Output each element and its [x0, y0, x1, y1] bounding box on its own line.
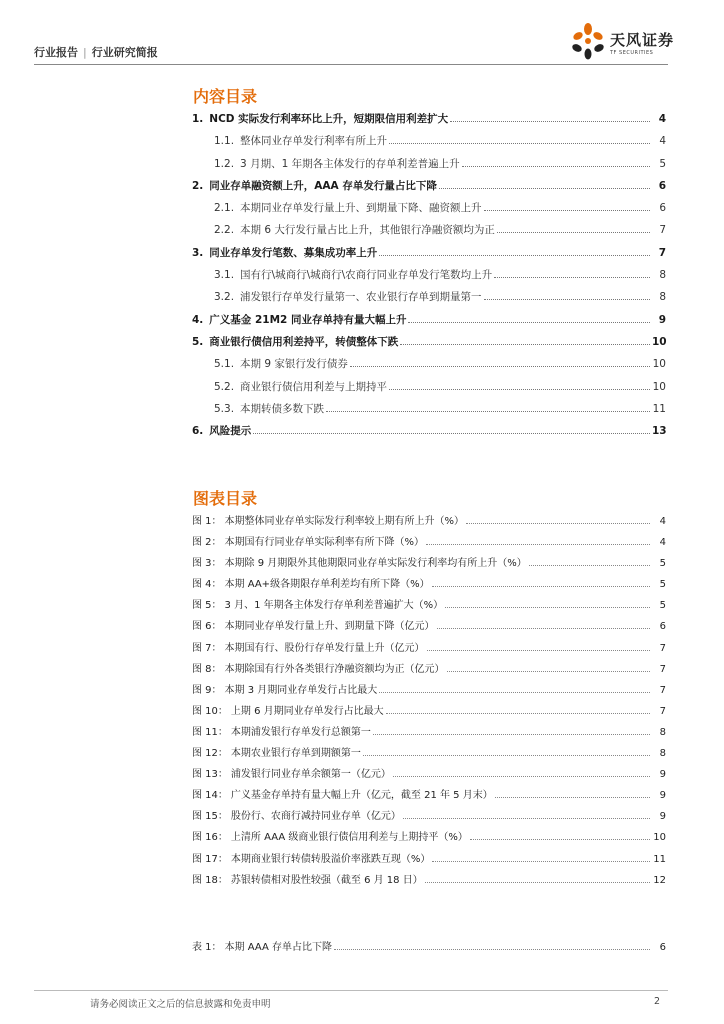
- toc-entry[interactable]: [192, 401, 666, 423]
- toc-entry-page: 10: [652, 335, 667, 348]
- toc-leader-dots: [439, 188, 650, 189]
- figure-entry-title: 本期浦发银行存单发行总额第一: [230, 726, 371, 738]
- toc-entry[interactable]: [192, 222, 666, 244]
- figure-entry-label: 图 2：: [192, 537, 222, 549]
- toc-entry-title: 3 月期、1 年期各主体发行的存单利差普遍上升: [240, 157, 460, 170]
- toc-leader-dots: [462, 166, 650, 167]
- figure-entry-title: 广义基金存单持有量大幅上升（亿元，截至 21 年 5 月末）: [230, 790, 493, 802]
- toc-entry-title: 整体同业存单发行利率有所上升: [240, 135, 388, 148]
- figure-entry[interactable]: [192, 871, 666, 892]
- figure-entry-page: 7: [659, 663, 666, 675]
- figure-entry-title: 本期 3 月期同业存单发行占比最大: [224, 684, 378, 696]
- figure-leader-dots: [363, 755, 650, 756]
- toc-leader-dots: [389, 143, 650, 144]
- toc-leader-dots: [408, 322, 650, 323]
- toc-entry[interactable]: [192, 245, 666, 267]
- figure-entry-label: 图 9：: [192, 684, 222, 696]
- figure-entry-title: 3 月、1 年期各主体发行存单利差普遍扩大（%）: [224, 600, 444, 612]
- toc-entry-number: 5.1.: [214, 358, 235, 371]
- figure-entry[interactable]: [192, 702, 666, 723]
- brand-logo: [568, 20, 678, 64]
- figure-entry-page: 9: [659, 790, 666, 802]
- toc-entry-number: 3.1.: [214, 269, 235, 282]
- figure-entry-page: 12: [653, 874, 666, 886]
- footer-disclaimer: 请务必阅读正文之后的信息披露和免责申明: [90, 999, 271, 1010]
- figure-leader-dots: [386, 713, 650, 714]
- figure-entry-label: 图 4：: [192, 579, 222, 591]
- figure-leader-dots: [470, 839, 650, 840]
- figure-entry-title: 本期除 9 月期限外其他期限同业存单实际发行利率均有所上升（%）: [224, 558, 527, 570]
- figure-entry-page: 7: [659, 642, 666, 654]
- figure-leader-dots: [447, 671, 650, 672]
- toc-entry-title: 浦发银行存单发行量第一、农业银行存单到期量第一: [240, 291, 482, 304]
- figure-entry-page: 7: [659, 684, 666, 696]
- toc-entry-title: 商业银行债信用利差与上期持平: [240, 380, 388, 393]
- figure-entry[interactable]: [192, 786, 666, 807]
- table-entry-label: 表 1：: [192, 942, 222, 953]
- toc-entry-number: 6.: [192, 425, 204, 438]
- toc-leader-dots: [494, 277, 650, 278]
- toc-leader-dots: [450, 121, 650, 122]
- toc-entry-title: 广义基金 21M2 同业存单持有量大幅上升: [209, 313, 407, 326]
- figure-leader-dots: [425, 882, 650, 883]
- figure-entry-title: 本期除国有行外各类银行净融资额均为正（亿元）: [224, 663, 445, 675]
- toc-entry[interactable]: [192, 356, 666, 378]
- figure-entry-label: 图 12：: [192, 748, 228, 760]
- figure-entry[interactable]: [192, 639, 666, 660]
- figure-entry-label: 图 8：: [192, 663, 222, 675]
- toc-entry-page: 4: [659, 135, 666, 148]
- figure-entry-page: 8: [659, 726, 666, 738]
- figure-entry[interactable]: [192, 554, 666, 575]
- toc-entry-title: 国有行\城商行\城商行\农商行同业存单发行笔数均上升: [240, 269, 493, 282]
- toc-entry-number: 3.: [192, 246, 204, 259]
- figure-entry-label: 图 7：: [192, 642, 222, 654]
- figure-entry-page: 9: [659, 769, 666, 781]
- figure-entry-page: 7: [659, 705, 666, 717]
- figure-entry[interactable]: [192, 744, 666, 765]
- toc-entry[interactable]: [192, 379, 666, 401]
- figure-leader-dots: [432, 861, 650, 862]
- toc-entry-title: 本期同业存单发行量上升、到期量下降、融资额上升: [240, 202, 482, 215]
- figure-entry-title: 本期 AA+级各期限存单利差均有所下降（%）: [224, 579, 430, 591]
- toc-entry-title: 本期 9 家银行发行债券: [240, 358, 348, 371]
- toc-entry-title: 同业存单融资额上升，AAA 存单发行量占比下降: [209, 179, 437, 192]
- figure-leader-dots: [426, 544, 650, 545]
- brand-flower-icon: [568, 20, 608, 64]
- figure-entry[interactable]: [192, 575, 666, 596]
- figure-entry-page: 5: [659, 579, 666, 591]
- header-separator: |: [83, 46, 87, 59]
- report-category: [34, 44, 158, 60]
- figure-leader-dots: [373, 734, 650, 735]
- table-entry-page: 6: [659, 942, 666, 953]
- toc-entry-number: 2.: [192, 179, 204, 192]
- toc-entry-number: 2.2.: [214, 224, 235, 237]
- toc-entry-number: 5.2.: [214, 380, 235, 393]
- figure-entry-label: 图 15：: [192, 811, 228, 823]
- toc-entry-title: 本期转债多数下跌: [240, 402, 325, 415]
- figure-leader-dots: [495, 797, 650, 798]
- toc-leader-dots: [326, 411, 650, 412]
- page-number: 2: [654, 996, 661, 1007]
- figure-entry-title: 本期同业存单发行量上升、到期量下降（亿元）: [224, 621, 435, 633]
- figure-entry-title: 本期农业银行存单到期额第一: [230, 748, 361, 760]
- toc-leader-dots: [253, 433, 650, 434]
- toc-entry[interactable]: [192, 178, 666, 200]
- toc-leader-dots: [484, 210, 650, 211]
- figure-entry[interactable]: [192, 660, 666, 681]
- figure-entry-page: 5: [659, 600, 666, 612]
- figure-entry[interactable]: [192, 681, 666, 702]
- figures-list: [192, 512, 666, 892]
- figure-leader-dots: [437, 628, 650, 629]
- brand-name: 天风证券: [610, 31, 675, 49]
- header-divider: [34, 64, 668, 65]
- figure-entry-label: 图 3：: [192, 558, 222, 570]
- toc-entry[interactable]: [192, 156, 666, 178]
- toc-entry-page: 4: [658, 113, 666, 125]
- toc-entry[interactable]: [192, 133, 666, 155]
- toc-entry-number: 1.1.: [214, 135, 235, 148]
- footer-divider: [34, 990, 668, 991]
- figure-entry-label: 图 16：: [192, 832, 228, 844]
- figure-entry-page: 11: [653, 853, 666, 865]
- table-leader-dots: [334, 949, 650, 950]
- toc-entry[interactable]: [192, 289, 666, 311]
- figure-entry[interactable]: [192, 533, 666, 554]
- figure-entry[interactable]: [192, 807, 666, 828]
- toc-entry-page: 10: [652, 358, 666, 371]
- report-subcategory-label: 行业研究简报: [91, 46, 158, 59]
- figure-entry-label: 图 6：: [192, 621, 222, 633]
- toc-entry[interactable]: [192, 334, 666, 356]
- figure-entry[interactable]: [192, 723, 666, 744]
- toc-leader-dots: [379, 255, 650, 256]
- figure-entry-label: 图 1：: [192, 516, 222, 527]
- figure-entry-label: 图 5：: [192, 600, 222, 612]
- figure-entry[interactable]: [192, 850, 666, 871]
- figure-entry-title: 上期 6 月期同业存单发行占比最大: [230, 705, 384, 717]
- table-entry-title: 本期 AAA 存单占比下降: [224, 942, 332, 953]
- toc-entry-page: 8: [659, 291, 666, 304]
- toc-entry-number: 4.: [192, 313, 204, 326]
- figure-leader-dots: [466, 523, 650, 524]
- figure-leader-dots: [393, 776, 650, 777]
- toc-entry[interactable]: [192, 312, 666, 334]
- figure-entry-label: 图 18：: [192, 874, 228, 886]
- figures-title: 图表目录: [193, 489, 258, 508]
- toc-entry-page: 5: [659, 157, 666, 170]
- toc-entry-page: 7: [658, 246, 666, 259]
- toc-entry-page: 8: [659, 269, 666, 282]
- toc-entry-page: 11: [652, 402, 666, 415]
- toc-entry-number: 3.2.: [214, 291, 235, 304]
- toc-entry-number: 1.2.: [214, 157, 235, 170]
- figure-entry-label: 图 13：: [192, 769, 228, 781]
- toc-entry-page: 6: [659, 202, 666, 215]
- figure-entry-title: 浦发银行同业存单余额第一（亿元）: [230, 769, 391, 781]
- figure-entry-label: 图 14：: [192, 790, 228, 802]
- toc-entry-page: 7: [659, 224, 666, 237]
- toc-entry[interactable]: [192, 111, 666, 133]
- tables-list: [192, 938, 666, 959]
- toc-leader-dots: [389, 389, 650, 390]
- toc-entry-title: 同业存单发行笔数、募集成功率上升: [209, 246, 378, 259]
- figure-leader-dots: [403, 818, 650, 819]
- toc-entry-number: 5.: [192, 335, 204, 348]
- figure-leader-dots: [427, 650, 650, 651]
- toc-entry-title: 风险提示: [209, 425, 252, 438]
- figure-entry-page: 4: [659, 516, 666, 527]
- figure-entry-label: 图 10：: [192, 705, 228, 717]
- toc-leader-dots: [400, 344, 650, 345]
- figure-entry-title: 股份行、农商行减持同业存单（亿元）: [230, 811, 401, 823]
- figure-entry-page: 10: [653, 832, 666, 844]
- toc-entry[interactable]: [192, 200, 666, 222]
- figure-entry[interactable]: [192, 596, 666, 617]
- contents-title: 内容目录: [193, 87, 258, 106]
- figure-entry-title: 苏银转债相对股性较强（截至 6 月 18 日）: [230, 874, 423, 886]
- figure-entry-title: 本期国有行同业存单实际利率有所下降（%）: [224, 537, 425, 549]
- toc-entry-number: 1.: [192, 113, 204, 125]
- figure-leader-dots: [432, 586, 650, 587]
- figure-entry[interactable]: [192, 828, 666, 849]
- toc-entry-title: 商业银行债信用利差持平，转债整体下跌: [209, 335, 399, 348]
- toc-leader-dots: [497, 232, 650, 233]
- figure-entry-page: 5: [659, 558, 666, 570]
- figure-leader-dots: [445, 607, 650, 608]
- toc-entry-page: 9: [658, 313, 666, 326]
- figure-leader-dots: [529, 565, 650, 566]
- figure-entry-page: 9: [659, 811, 666, 823]
- figure-entry-page: 8: [659, 748, 666, 760]
- figure-entry-page: 4: [659, 537, 666, 549]
- figure-entry[interactable]: [192, 617, 666, 638]
- toc-entry[interactable]: [192, 423, 666, 445]
- figure-entry-title: 本期整体同业存单实际发行利率较上期有所上升（%）: [224, 516, 465, 527]
- toc-entry-page: 6: [658, 179, 666, 192]
- figure-entry-title: 上清所 AAA 级商业银行债信用利差与上期持平（%）: [230, 832, 468, 844]
- brand-subtitle: TF SECURITIES: [610, 50, 654, 56]
- toc-entry[interactable]: [192, 267, 666, 289]
- toc-leader-dots: [484, 299, 650, 300]
- figure-entry[interactable]: [192, 512, 666, 533]
- toc-entry-title: NCD 实际发行利率环比上升，短期限信用利差扩大: [209, 113, 449, 125]
- toc-entry-title: 本期 6 大行发行量占比上升，其他银行净融资额均为正: [240, 224, 495, 237]
- report-category-label: 行业报告: [34, 46, 78, 59]
- table-entry[interactable]: [192, 938, 666, 959]
- toc-entry-number: 2.1.: [214, 202, 235, 215]
- figure-leader-dots: [379, 692, 650, 693]
- figure-entry[interactable]: [192, 765, 666, 786]
- toc-entry-page: 13: [652, 425, 667, 438]
- figure-entry-title: 本期国有行、股份行存单发行量上升（亿元）: [224, 642, 425, 654]
- figure-entry-label: 图 11：: [192, 726, 228, 738]
- contents-list: [192, 111, 666, 445]
- figure-entry-title: 本期商业银行转债转股溢价率涨跌互现（%）: [230, 853, 431, 865]
- toc-leader-dots: [350, 366, 650, 367]
- figure-entry-label: 图 17：: [192, 853, 228, 865]
- figure-entry-page: 6: [659, 621, 666, 633]
- toc-entry-page: 10: [652, 380, 666, 393]
- toc-entry-number: 5.3.: [214, 402, 235, 415]
